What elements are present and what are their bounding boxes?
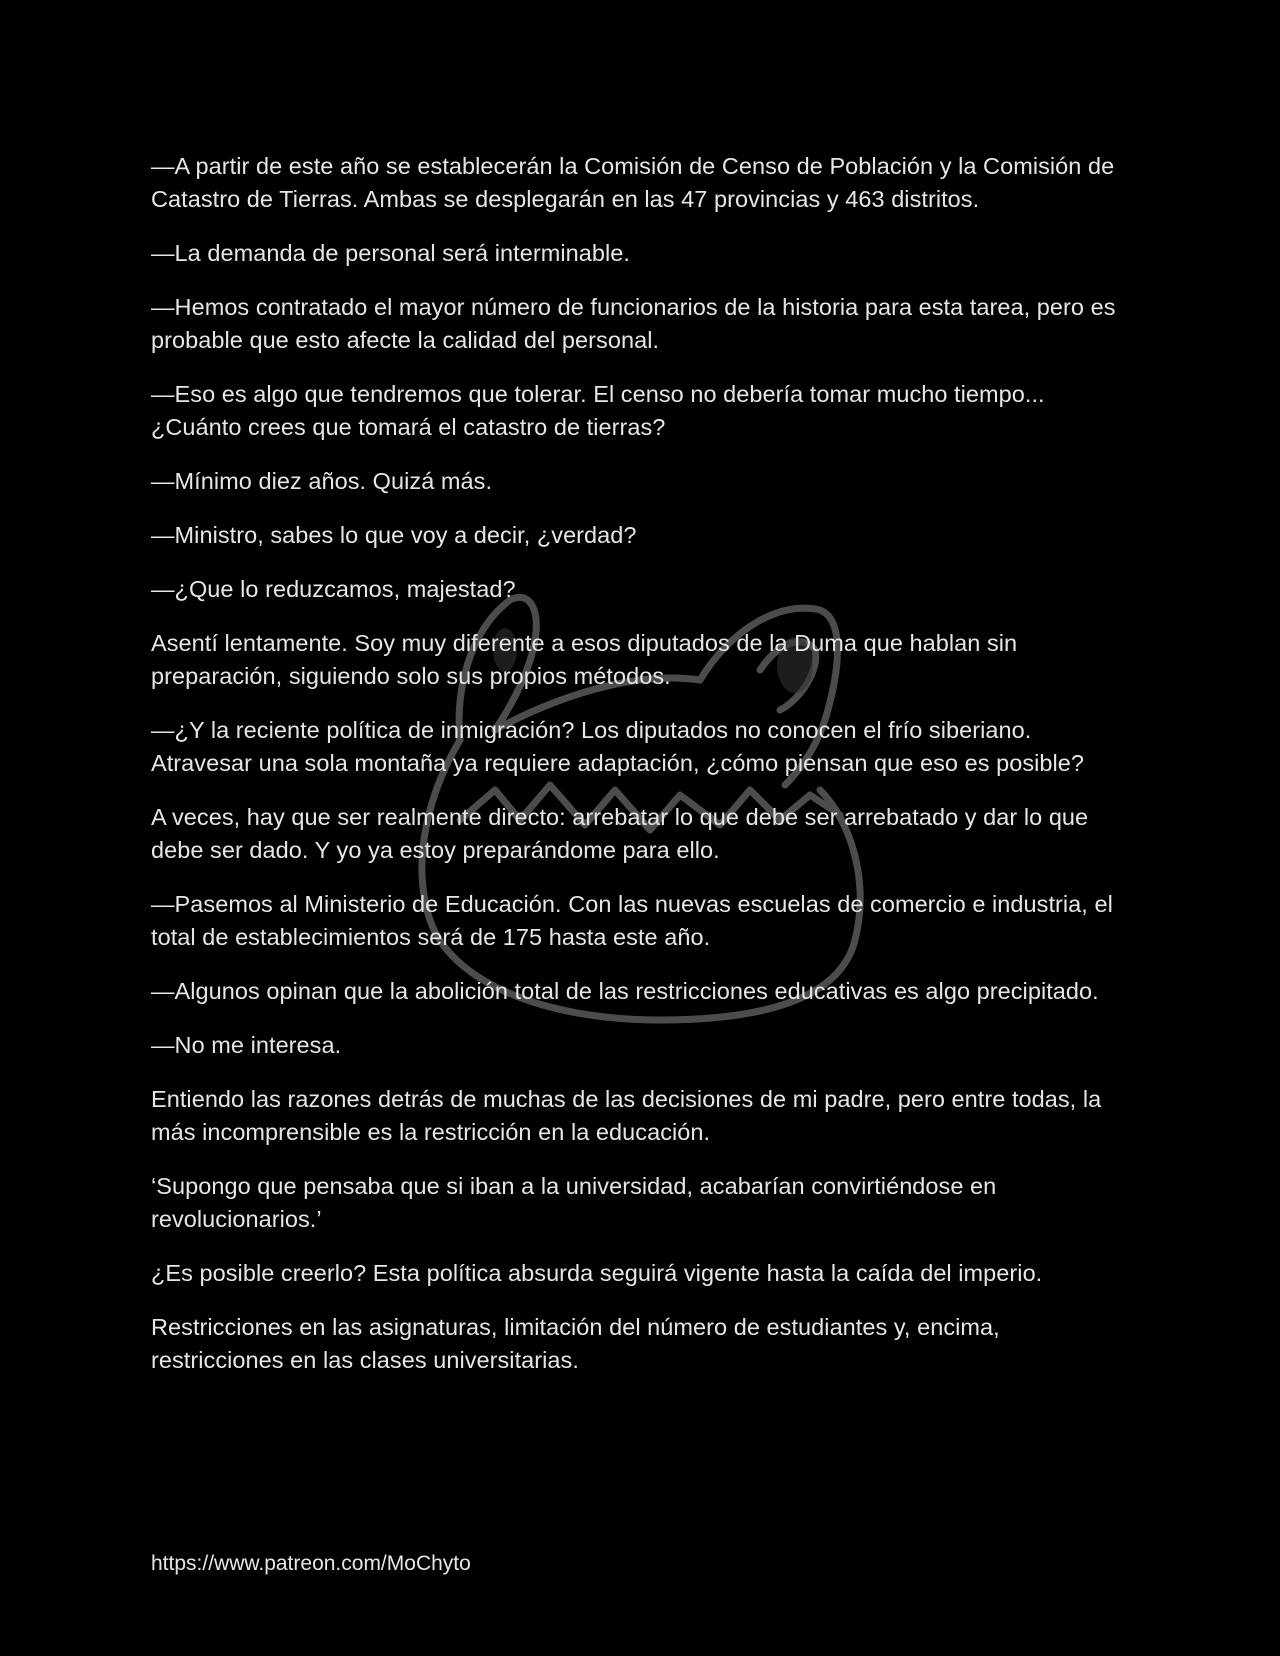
paragraph-10: A veces, hay que ser realmente directo: arrebatar lo que debe ser arrebatado y dar lo que debe ser dado. Y yo ya estoy preparándome para ello. bbox=[151, 804, 1089, 863]
paragraph-12: —Algunos opinan que la abolición total de las restricciones educativas es algo precipitado. bbox=[151, 978, 1099, 1004]
paragraph-7: —¿Que lo reduzcamos, majestad? bbox=[151, 576, 516, 602]
paragraph-14: Entiendo las razones detrás de muchas de las decisiones de mi padre, pero entre todas, la más incomprensible es la restricción en la educación. bbox=[151, 1086, 1102, 1145]
paragraph-3: —Hemos contratado el mayor número de funcionarios de la historia para esta tarea, pero es probable que esto afecte la calidad del personal. bbox=[151, 294, 1116, 353]
paragraph-11: —Pasemos al Ministerio de Educación. Con las nuevas escuelas de comercio e industria, el total de establecimientos será de 175 hasta este año. bbox=[151, 891, 1113, 950]
paragraph-13: —No me interesa. bbox=[151, 1032, 342, 1058]
paragraph-5: —Mínimo diez años. Quizá más. bbox=[151, 468, 493, 494]
paragraph-6: —Ministro, sabes lo que voy a decir, ¿verdad? bbox=[151, 522, 637, 548]
paragraph-8: Asentí lentamente. Soy muy diferente a esos diputados de la Duma que hablan sin preparación, siguiendo solo sus propios métodos. bbox=[151, 630, 1018, 689]
document-body bbox=[151, 150, 1131, 1398]
paragraph-17: Restricciones en las asignaturas, limitación del número de estudiantes y, encima, restricciones en las clases universitarias. bbox=[151, 1314, 1000, 1373]
paragraph-15: ‘Supongo que pensaba que si iban a la universidad, acabarían convirtiéndose en revolucionarios.’ bbox=[151, 1173, 997, 1232]
paragraph-1: —A partir de este año se establecerán la Comisión de Censo de Población y la Comisión de Catastro de Tierras. Ambas se desplegarán en las 47 provincias y 463 distritos. bbox=[151, 153, 1115, 212]
patreon-link[interactable]: https://www.patreon.com/MoChyto bbox=[151, 1552, 471, 1575]
paragraph-4: —Eso es algo que tendremos que tolerar. El censo no debería tomar mucho tiempo... ¿Cuánto crees que tomará el catastro de tierras? bbox=[151, 381, 1045, 440]
paragraph-16: ¿Es posible creerlo? Esta política absurda seguirá vigente hasta la caída del imperio. bbox=[151, 1260, 1043, 1286]
paragraph-2: —La demanda de personal será interminable. bbox=[151, 240, 630, 266]
paragraph-9: —¿Y la reciente política de inmigración? Los diputados no conocen el frío siberiano. Atravesar una sola montaña ya requiere adaptación, ¿cómo piensan que eso es posible? bbox=[151, 717, 1085, 776]
